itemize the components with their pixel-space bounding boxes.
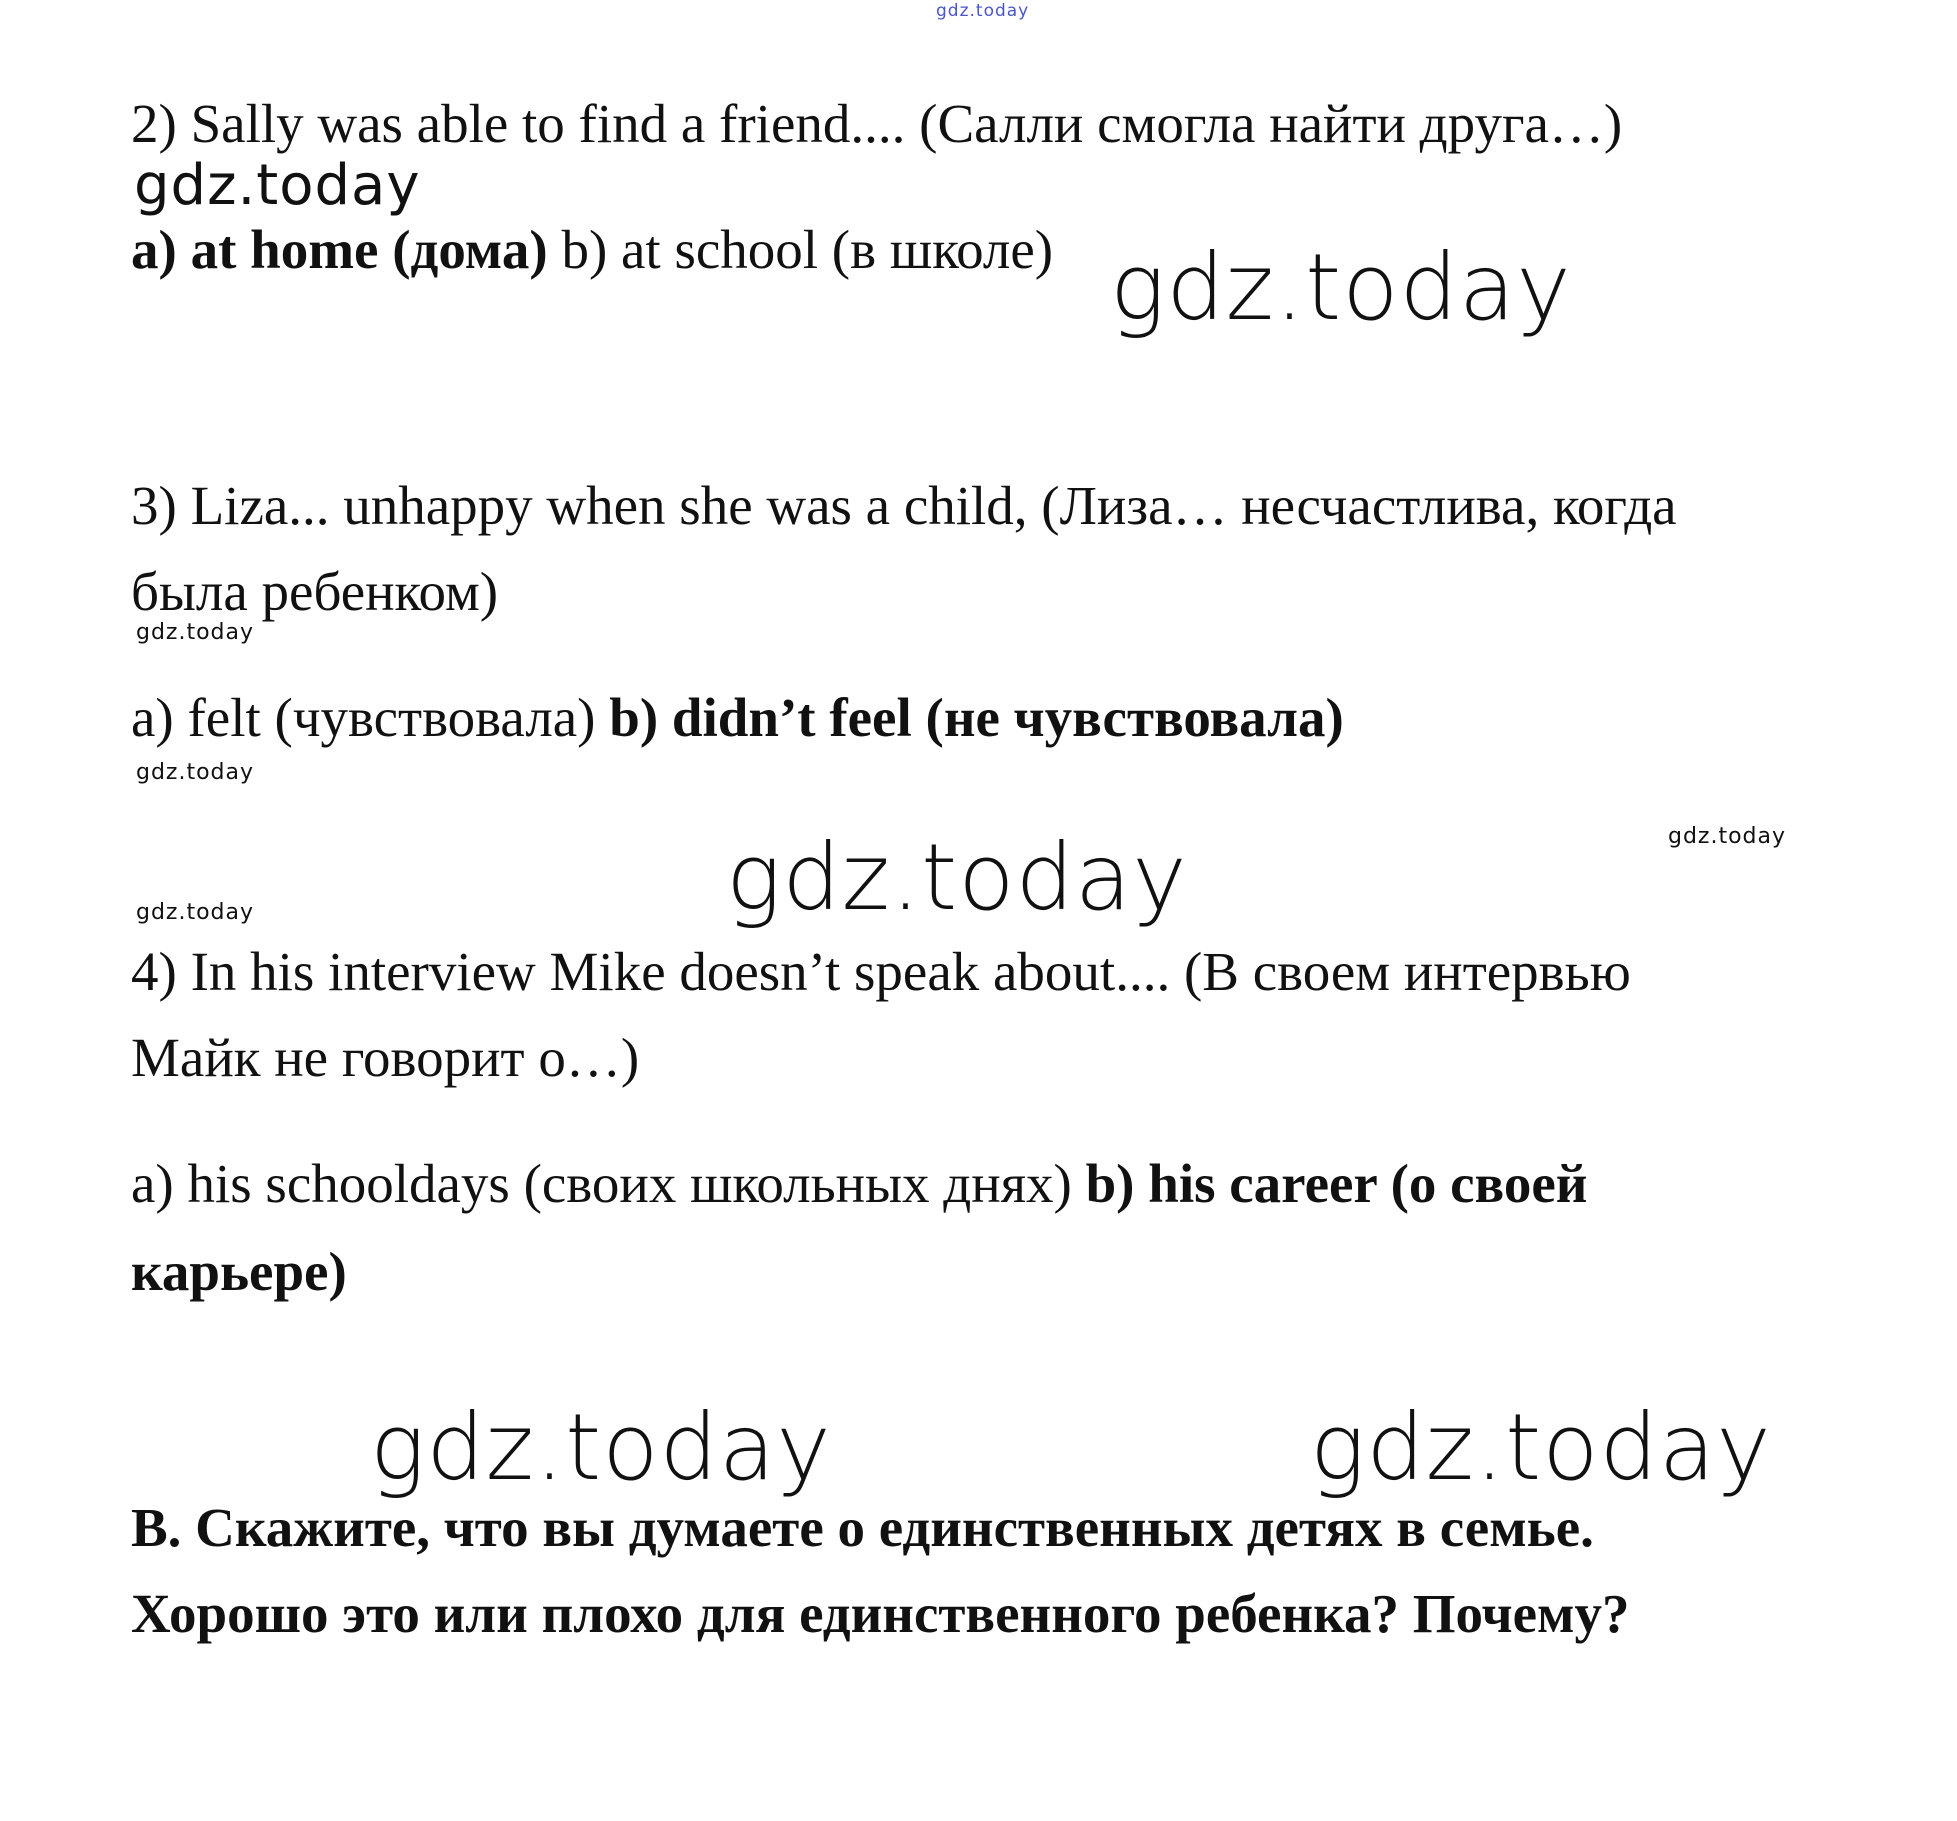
watermark-task2-large: gdz.today xyxy=(1110,234,1572,341)
watermark-right: gdz.today xyxy=(1668,824,1787,849)
task2-answer-a: a) at home (дома) xyxy=(131,219,548,280)
watermark-task3-answer: gdz.today xyxy=(136,760,255,785)
section-b-line1: B. Скажите, что вы думаете о единственных детях в семье. xyxy=(131,1497,1594,1558)
task2-answers xyxy=(131,219,1054,280)
task2-answer-b: b) at school (в школе) xyxy=(547,219,1054,280)
watermark-bottom-right: gdz.today xyxy=(1310,1394,1772,1501)
task3-answers xyxy=(131,687,1344,748)
section-b-line2: Хорошо это или плохо для единственного ребенка? Почему? xyxy=(131,1583,1630,1644)
task3-answer-a: a) felt (чувствовала) xyxy=(131,687,610,748)
task4-answers xyxy=(131,1153,1588,1214)
task4-question-line1: 4) In his interview Mike doesn’t speak about.... (В своем интервью xyxy=(131,941,1631,1002)
task3-question-line1: 3) Liza... unhappy when she was a child, (Лиза… несчастлива, когда xyxy=(131,475,1677,536)
watermark-top: gdz.today xyxy=(936,1,1030,21)
task2-question: 2) Sally was able to find a friend.... (Салли смогла найти друга…) xyxy=(131,93,1623,154)
task3-answer-b: b) didn’t feel (не чувствовала) xyxy=(609,687,1344,748)
watermark-task4: gdz.today xyxy=(136,900,255,925)
task4-question-line2: Майк не говорит о…) xyxy=(131,1027,640,1088)
task3-question-line2: была ребенком) xyxy=(131,561,499,622)
task4-answer-b-line2: карьере) xyxy=(131,1241,347,1302)
watermark-task2-small: gdz.today xyxy=(134,153,421,218)
watermark-center: gdz.today xyxy=(726,824,1188,931)
task4-answer-a: a) his schooldays (своих школьных днях) xyxy=(131,1153,1086,1214)
watermark-bottom-left: gdz.today xyxy=(370,1394,832,1501)
watermark-task3-question: gdz.today xyxy=(136,620,255,645)
task4-answer-b-line1: b) his career (о своей xyxy=(1085,1153,1588,1214)
